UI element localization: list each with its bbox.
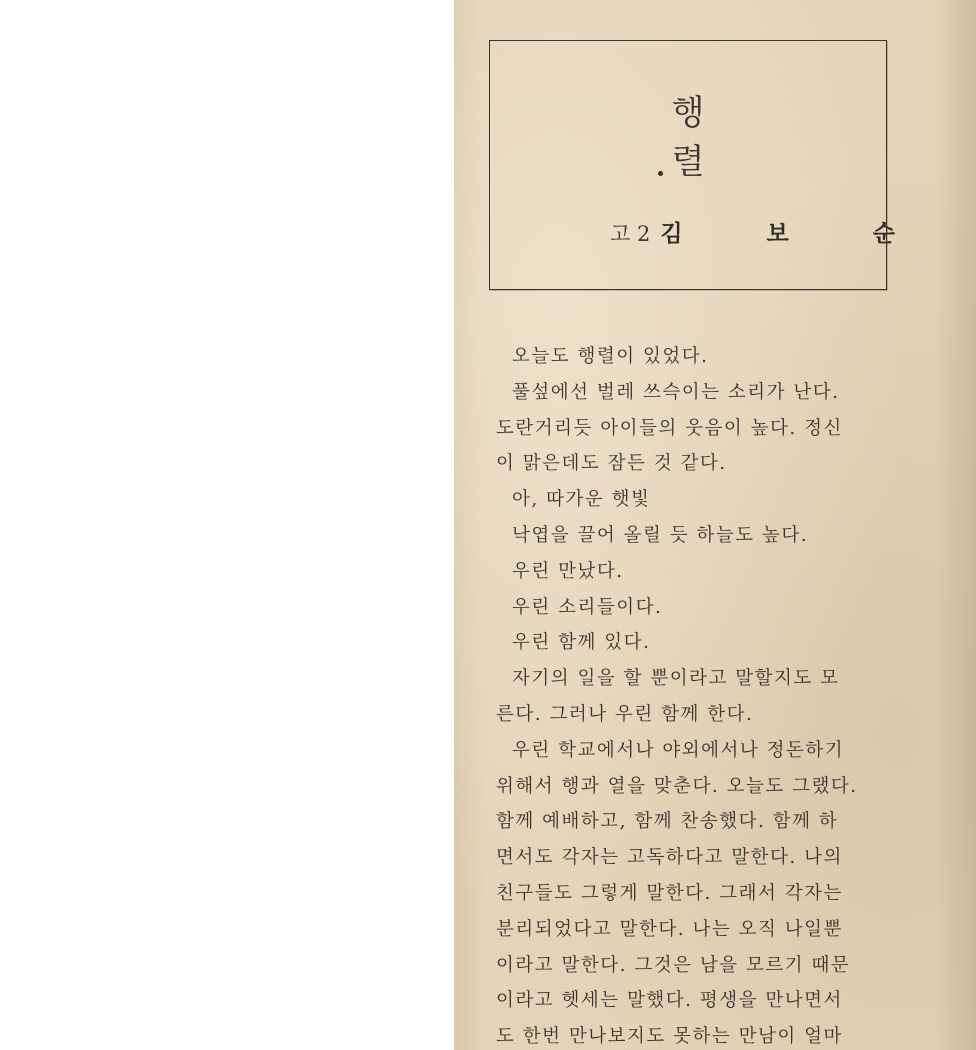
text-line: 낙엽을 끌어 올릴 듯 하늘도 높다.: [512, 524, 809, 546]
text-line: 이라고 말한다. 그것은 남을 모르기 때문: [496, 954, 851, 976]
author-grade: 고 2: [610, 222, 651, 246]
text-line: 이 맑은데도 잠든 것 같다.: [496, 453, 727, 475]
text-line: 도 한번 만나보지도 못하는 만남이 얼마: [496, 1026, 843, 1048]
text-line: 함께 예배하고, 함께 찬송했다. 함께 하: [496, 811, 839, 833]
text-line: 우린 함께 있다.: [512, 632, 651, 654]
title-separator-dot: [658, 171, 663, 176]
text-line: 오늘도 행렬이 있었다.: [512, 346, 709, 367]
title-box: [489, 40, 933, 290]
text-line: 분리되었다고 말한다. 나는 오직 나일뿐: [496, 918, 843, 940]
article-title: 행 렬: [671, 93, 795, 182]
text-line: 위해서 행과 열을 맞춘다. 오늘도 그랬다.: [496, 775, 858, 797]
text-line: 아, 따가운 햇빛: [512, 489, 651, 511]
text-line: 우린 학교에서나 야외에서나 정돈하기: [512, 739, 845, 761]
text-line: 우린 만났다.: [512, 560, 624, 582]
text-line: 면서도 각자는 고독하다고 말한다. 나의: [496, 847, 843, 869]
byline: [610, 215, 933, 248]
article-body: [496, 339, 936, 1050]
text-line: 이라고 헷세는 말했다. 평생을 만나면서: [496, 990, 843, 1012]
text-line: 른다. 그러나 우린 함께 한다.: [496, 703, 754, 725]
text-line: 도란거리듯 아이들의 웃음이 높다. 정신: [496, 417, 843, 439]
text-line: 풀섶에선 벌레 쓰슥이는 소리가 난다.: [512, 381, 840, 403]
text-line: 우린 소리들이다.: [512, 596, 663, 618]
scanned-page: [454, 0, 976, 1050]
author-name: 김 보 순: [660, 220, 933, 247]
text-line: 자기의 일을 할 뿐이라고 말할지도 모: [512, 668, 840, 690]
text-line: 친구들도 그렇게 말한다. 그래서 각자는: [496, 882, 843, 904]
